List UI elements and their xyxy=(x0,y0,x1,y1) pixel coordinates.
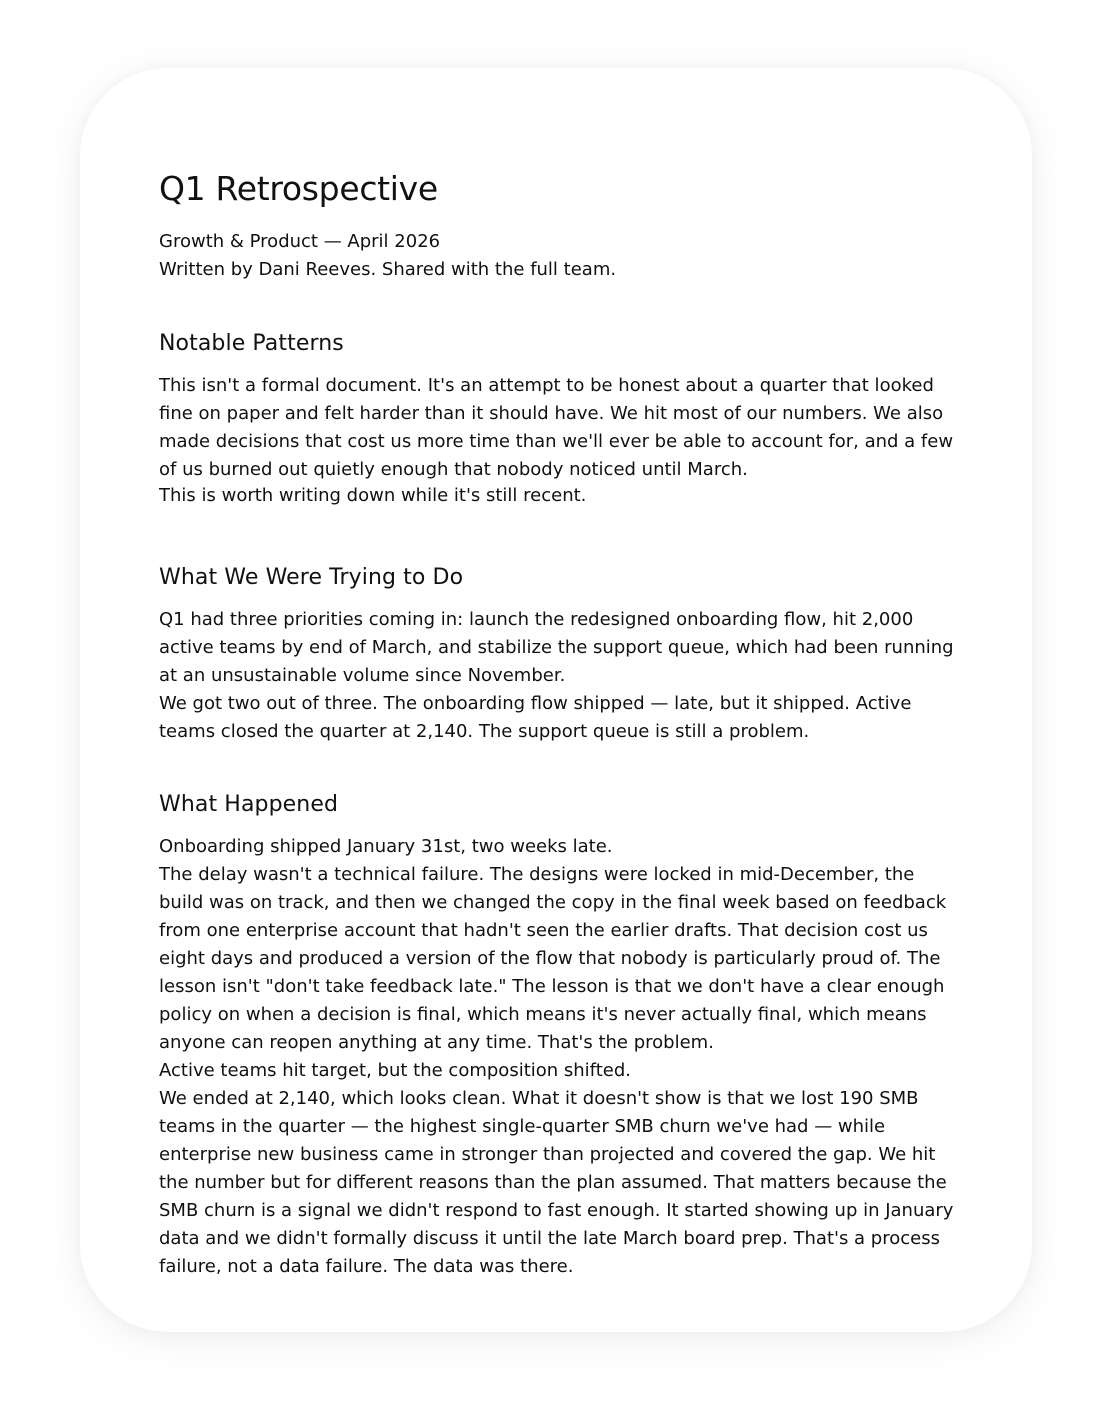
paragraph: This isn't a formal document. It's an attempt to be honest about a quarter that looked fine on paper and felt harder than it should have. We hit most of our numbers. We also made decisions that cost us more time than we'll ever be able to account for, and a few of us burned out quietly enough that nobody noticed until March. xyxy=(159,375,954,480)
document-body xyxy=(159,166,959,1281)
document-byline: Written by Dani Reeves. Shared with the full team. xyxy=(159,259,617,280)
section-what-happened xyxy=(159,789,959,1281)
paragraph: Onboarding shipped January 31st, two weeks late. xyxy=(159,836,613,857)
paragraph: Active teams hit target, but the composition shifted. xyxy=(159,1060,631,1081)
section-heading: Notable Patterns xyxy=(159,331,344,356)
paragraph: Q1 had three priorities coming in: launch the redesigned onboarding flow, hit 2,000 active teams by end of March, and stabilize the support queue, which had been running at an unsustainable volume since November. xyxy=(159,609,954,686)
section-what-we-were-trying-to-do xyxy=(159,562,959,746)
paragraph: We ended at 2,140, which looks clean. What it doesn't show is that we lost 190 SMB teams in the quarter — the highest single-quarter SMB churn we've had — while enterprise new business came in stronger than projected and covered the gap. We hit the number but for different reasons than the plan assumed. That matters because the SMB churn is a signal we didn't respond to fast enough. It started showing up in January data and we didn't formally discuss it until the late March board prep. That's a process failure, not a data failure. The data was there. xyxy=(159,1088,954,1277)
section-heading: What We Were Trying to Do xyxy=(159,565,464,590)
paragraph: We got two out of three. The onboarding flow shipped — late, but it shipped. Active teams closed the quarter at 2,140. The support queue is still a problem. xyxy=(159,693,912,742)
paragraph: This is worth writing down while it's still recent. xyxy=(159,485,587,506)
section-notable-patterns xyxy=(159,328,959,508)
document-meta xyxy=(159,228,959,284)
document-card xyxy=(80,68,1032,1332)
section-heading: What Happened xyxy=(159,792,339,817)
document-subtitle: Growth & Product — April 2026 xyxy=(159,231,441,252)
document-title: Q1 Retrospective xyxy=(159,169,438,208)
paragraph: The delay wasn't a technical failure. The designs were locked in mid-December, the build was on track, and then we changed the copy in the final week based on feedback from one enterprise account that hadn't seen the earlier drafts. That decision cost us eight days and produced a version of the flow that nobody is particularly proud of. The lesson isn't "don't take feedback late." The lesson is that we don't have a clear enough policy on when a decision is final, which means it's never actually final, which means anyone can reopen anything at any time. That's the problem. xyxy=(159,864,947,1053)
